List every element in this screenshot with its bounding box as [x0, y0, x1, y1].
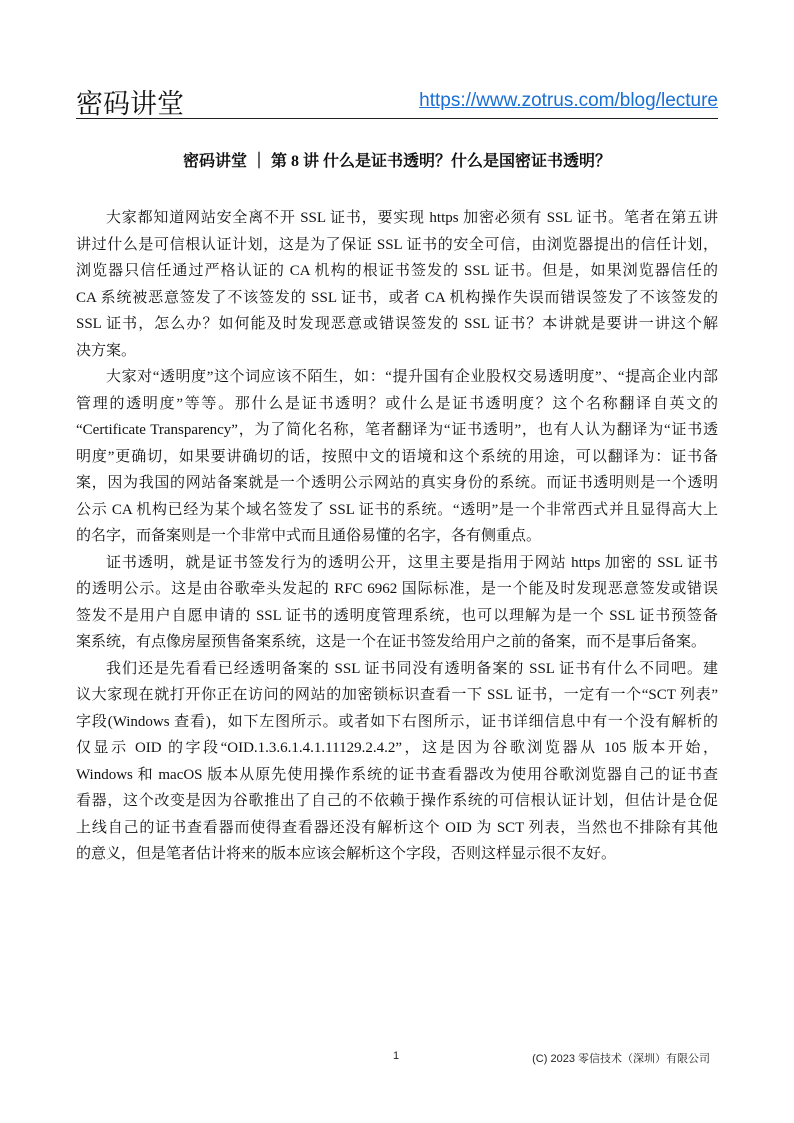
paragraph-line: 上线自己的证书查看器而使得查看器还没有解析这个 OID 为 SCT 列表，当然也不排除有其他 — [76, 819, 718, 836]
paragraph — [76, 656, 718, 868]
paragraph-line: SSL 证书，怎么办？如何能及时发现恶意或错误签发的 SSL 证书？本讲就是要讲一讲这个解 — [76, 316, 718, 332]
paragraph-line: 明度”更确切，如果要讲确切的话，按照中文的语境和这个系统的用途，可以翻译为：证书备 — [76, 448, 718, 465]
paragraph-line: 证书透明，就是证书签发行为的透明公开，这里主要是指用于网站 https 加密的 SSL 证书 — [106, 554, 718, 571]
paragraph-line: 签发不是用户自愿申请的 SSL 证书的透明度管理系统，也可以理解为是一个 SSL 证书预签备 — [76, 607, 718, 624]
paragraph-line: 决方案。 — [76, 342, 137, 359]
paragraph-line: “Certificate Transparency”，为了简化名称，笔者翻译为“证书透明”，也有人认为翻译为“证书透 — [76, 422, 718, 438]
paragraph — [76, 205, 718, 364]
paragraph-line: 议大家现在就打开你正在访问的网站的加密锁标识查看一下 SSL 证书，一定有一个“SCT 列表” — [76, 687, 718, 703]
paragraph-line: Windows 和 macOS 版本从原先使用操作系统的证书查看器改为使用谷歌浏览器自己的证书查 — [76, 766, 718, 783]
document-title: 密码讲堂 ｜ 第 8 讲 什么是证书透明？什么是国密证书透明？ — [182, 153, 611, 170]
paragraph-line: 管理的透明度”等等。那什么是证书透明？或什么是证书透明度？这个名称翻译自英文的 — [76, 395, 718, 412]
lecture-url-link[interactable]: https://www.zotrus.com/blog/lecture — [419, 90, 718, 111]
paragraph — [76, 550, 718, 656]
paragraph-line: 讲过什么是可信根认证计划，这是为了保证 SSL 证书的安全可信，由浏览器提出的信任计划， — [76, 236, 718, 253]
paragraph-line: 大家都知道网站安全离不开 SSL 证书，要实现 https 加密必须有 SSL 证书。笔者在第五讲 — [106, 210, 718, 226]
paragraph-line: 案系统，有点像房屋预售备案系统，这是一个在证书签发给用户之前的备案，而不是事后备案。 — [76, 634, 707, 650]
paragraph — [76, 364, 718, 550]
document-body — [76, 205, 718, 868]
paragraph-line: 案，因为我国的网站备案就是一个透明公示网站的真实身份的系统。而证书透明则是一个透明 — [76, 475, 718, 491]
paragraph-line: 大家对“透明度”这个词应该不陌生，如：“提升国有企业股权交易透明度”、“提高企业内部 — [106, 369, 718, 385]
paragraph-line: 的意义，但是笔者估计将来的版本应该会解析这个字段，否则这样显示很不友好。 — [76, 846, 617, 862]
paragraph-line: 浏览器只信任通过严格认证的 CA 机构的根证书签发的 SSL 证书。但是，如果浏览器信任的 — [76, 263, 718, 279]
paragraph-line: 公示 CA 机构已经为某个域名签发了 SSL 证书的系统。“透明”是一个非常西式并且显得高大上 — [76, 501, 718, 518]
paragraph-line: 的透明公示。这是由谷歌牵头发起的 RFC 6962 国际标准，是一个能及时发现恶意签发或错误 — [76, 581, 718, 597]
page-number: 1 — [393, 1050, 400, 1062]
paragraph-line: 字段(Windows 查看)，如下左图所示。或者如下右图所示，证书详细信息中有一个没有解析的 — [76, 713, 718, 730]
paragraph-line: 的名字，而备案则是一个非常中式而且通俗易懂的名字，各有侧重点。 — [76, 528, 542, 544]
header-divider — [76, 118, 718, 119]
paragraph-line: 看器，这个改变是因为谷歌推出了自己的不依赖于操作系统的可信根认证计划，但估计是仓促 — [76, 793, 718, 809]
paragraph-line: 我们还是先看看已经透明备案的 SSL 证书同没有透明备案的 SSL 证书有什么不同吧。建 — [106, 660, 718, 677]
footer-copyright: (C) 2023 零信技术（深圳）有限公司 — [532, 1053, 710, 1065]
site-title: 密码讲堂 — [76, 89, 184, 119]
paragraph-line: 仅显示 OID 的字段“OID.1.3.6.1.4.1.11129.2.4.2”，这是因为谷歌浏览器从 105 版本开始， — [76, 740, 718, 756]
paragraph-line: CA 系统被恶意签发了不该签发的 SSL 证书，或者 CA 机构操作失误而错误签发了不该签发的 — [76, 289, 718, 306]
